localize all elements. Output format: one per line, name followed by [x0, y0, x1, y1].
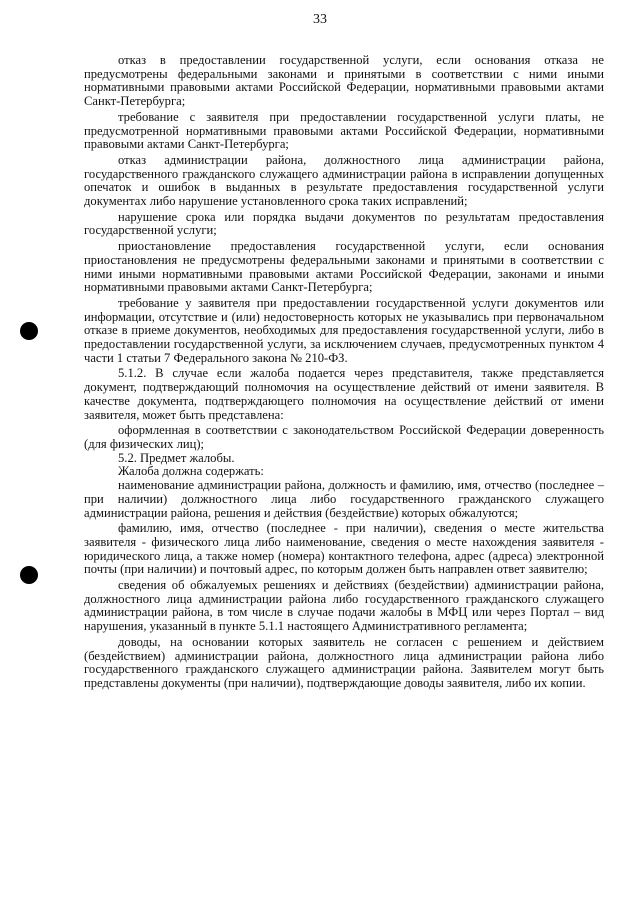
punch-hole-bottom — [20, 566, 38, 584]
punch-hole-top — [20, 322, 38, 340]
paragraph-arguments: доводы, на основании которых заявитель не согласен с решением и действием (бездействием) администрации района, должностного лица администрации района либо государственного гражданского служащего администрации района. Заявителем могут быть представлены документы (при наличии), подтверждающие доводы заявителя, либо их копии. — [84, 634, 604, 690]
page-number: 33 — [313, 12, 327, 27]
section-5-2-heading: 5.2. Предмет жалобы. — [118, 450, 235, 465]
paragraph-documents-demand: требование у заявителя при предоставлении государственной услуги документов или информации, отсутствие и (или) недостоверность которых не указывались при первоначальном отказе в приеме документов, необходимых для предоставления государственной услуги, либо в предоставлении государственной услуги, за исключением случаев, предусмотренных пунктом 4 части 1 статьи 7 Федерального закона № 210-ФЗ. — [84, 295, 604, 365]
paragraph-5-1-2: 5.1.2. В случае если жалоба подается через представителя, также представляется документ, подтверждающий полномочия на осуществление действий от имени заявителя. В качестве документа, подтверждающего полномочия на осуществление действий от имени заявителя, может быть представлена: — [84, 366, 604, 422]
paragraph-authority-name: наименование администрации района, должность и фамилию, имя, отчество (последнее – при наличии) должностного лица либо государственного гражданского служащего администрации района, решения и действия (бездействие) которых обжалуются; — [84, 478, 604, 520]
paragraph-suspension: приостановление предоставления государственной услуги, если основания приостановления не предусмотрены федеральными законами и принятыми в соответствии с ними иными нормативными правовыми актами Российской Федерации, законами и иными нормативными правовыми актами Санкт-Петербурга; — [84, 239, 604, 295]
document-body — [84, 54, 604, 691]
paragraph-refusal-grounds: отказ в предоставлении государственной услуги, если основания отказа не предусмотрены федеральными законами и принятыми в соответствии с ними иными нормативными правовыми актами Российской Федерации, нормативными правовыми актами Санкт-Петербурга; — [84, 53, 604, 109]
paragraph-complaint-contents: Жалоба должна содержать: — [118, 464, 264, 479]
paragraph-fee-demand: требование с заявителя при предоставлении государственной услуги платы, не предусмотренной нормативными правовыми актами Российской Федерации, нормативными правовыми актами Санкт-Петербурга; — [84, 109, 604, 152]
paragraph-correction-refusal: отказ администрации района, должностного лица администрации района, государственного гражданского служащего администрации района в исправлении допущенных опечаток и ошибок в выданных в результате предоставления государственной услуги документах либо нарушение установленного срока таких исправлений; — [84, 152, 604, 209]
paragraph-appealed-decisions: сведения об обжалуемых решениях и действиях (бездействии) администрации района, должностного лица администрации района либо государственного гражданского служащего администрации района, в том числе в случае подачи жалобы в МФЦ или через Портал – вид нарушения, указанный в пункте 5.1.1 настоящего Административного регламента; — [84, 578, 604, 634]
paragraph-applicant-details: фамилию, имя, отчество (последнее - при наличии), сведения о месте жительства заявителя - физического лица либо наименование, сведения о месте нахождения заявителя - юридического лица, а также номер (номера) контактного телефона, адрес (адреса) электронной почты (при наличии) и почтовый адрес, по которым должен быть направлен ответ заявителю; — [84, 521, 604, 577]
paragraph-issue-violation: нарушение срока или порядка выдачи документов по результатам предоставления государственной услуги; — [84, 209, 604, 238]
paragraph-power-of-attorney: оформленная в соответствии с законодательством Российской Федерации доверенность (для физических лиц); — [84, 423, 604, 451]
